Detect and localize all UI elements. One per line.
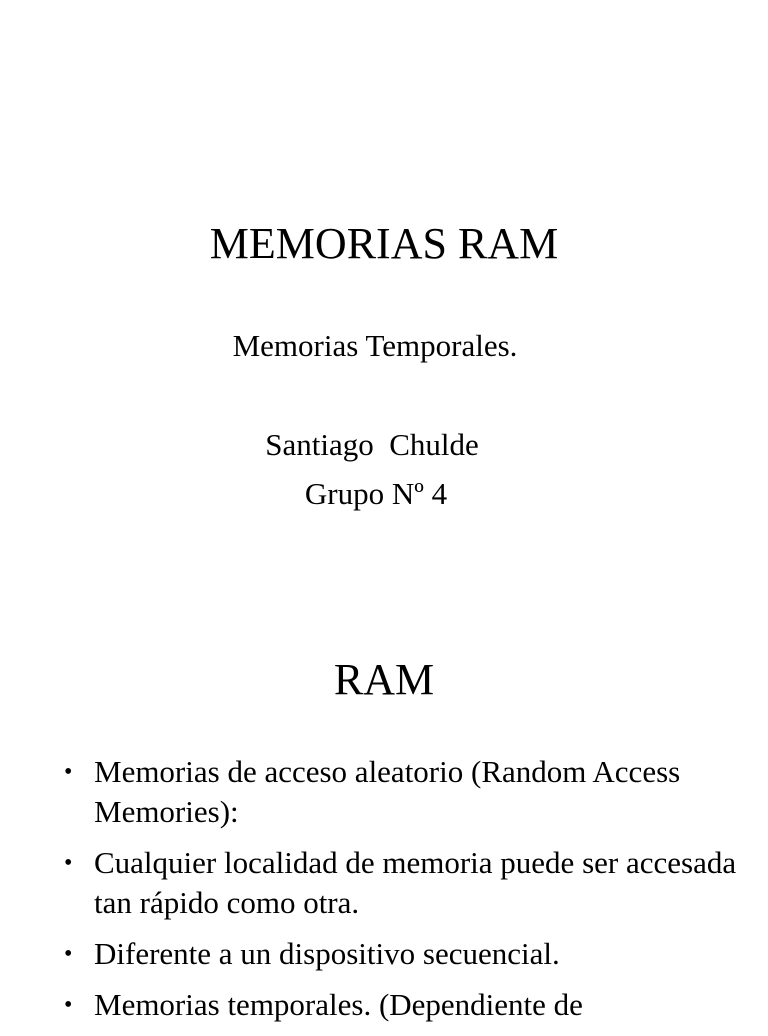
bullet-text: Cualquier localidad de memoria puede ser accesada tan rápido como otra. [94,845,737,920]
bullet-list [58,752,748,1036]
list-item [58,985,748,1025]
section-title: RAM [333,655,435,704]
slide-title: MEMORIAS RAM [209,219,559,268]
group-number: Grupo Nº 4 [304,476,448,511]
content-slide [0,576,768,1024]
bullet-icon: • [64,759,73,785]
list-item [58,752,748,832]
author-name: Santiago Chulde [265,427,479,462]
slide-subtitle: Memorias Temporales. [232,328,518,363]
bullet-icon: • [64,850,73,876]
list-item [58,843,748,923]
bullet-icon: • [64,992,73,1018]
bullet-text: Diferente a un dispositivo secuencial. [94,936,560,971]
bullet-text: Memorias temporales. (Dependiente de [94,987,583,1022]
list-item [58,934,748,974]
bullet-text: Memorias de acceso aleatorio (Random Access Memories): [94,754,681,829]
bullet-icon: • [64,941,73,967]
